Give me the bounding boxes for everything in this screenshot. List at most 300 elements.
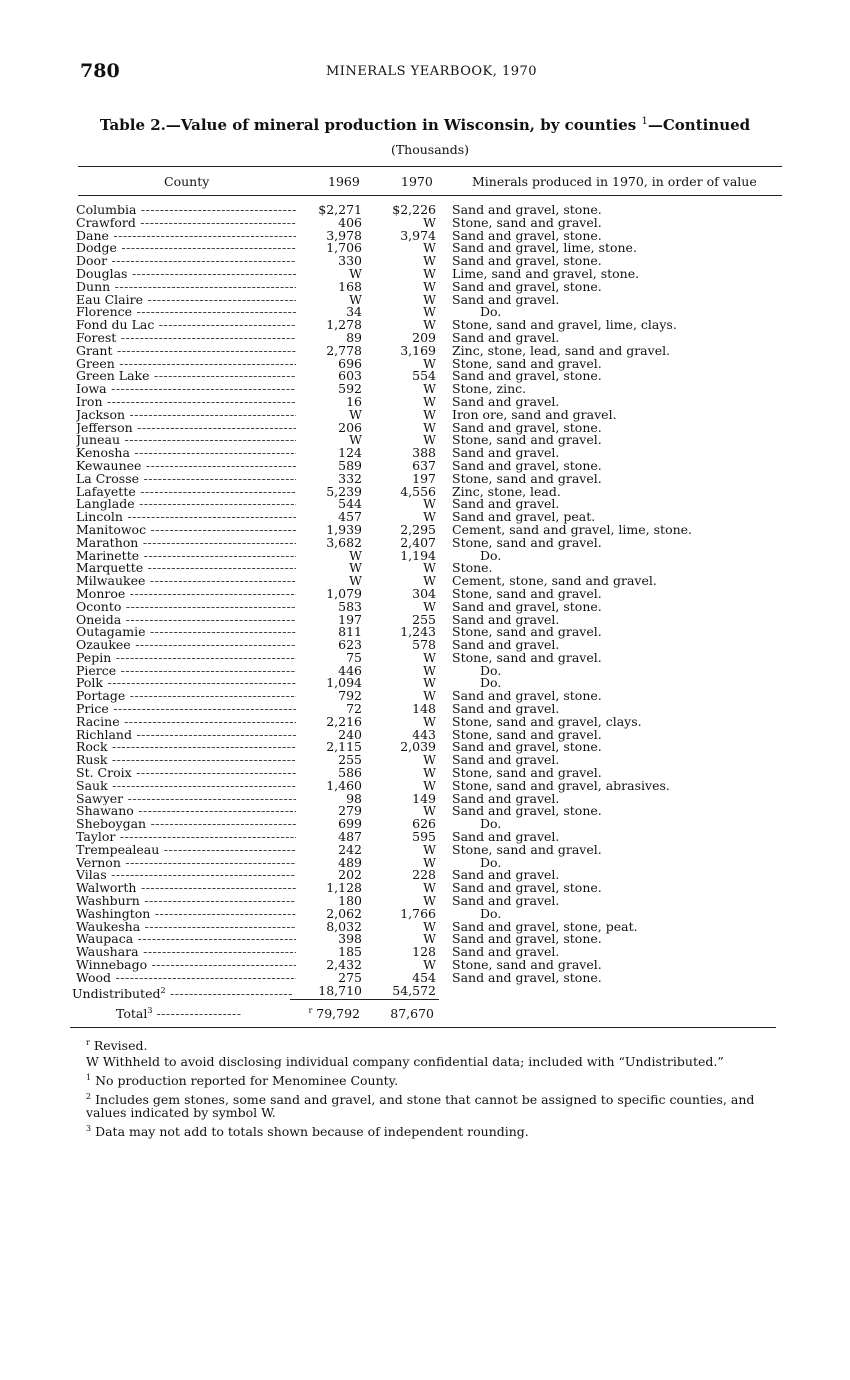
value-1970: W: [423, 918, 436, 934]
county-name-text: St. Croix: [76, 767, 132, 780]
value-1970: 578: [412, 637, 436, 653]
county-name: [76, 281, 296, 294]
value-1970: W: [423, 419, 436, 435]
value-1970: 4,556: [400, 483, 436, 499]
value-1969: 446: [338, 662, 362, 678]
header-bottom-rule: [78, 195, 782, 196]
county-name: [76, 601, 296, 614]
minerals-produced: Sand and gravel, stone.: [452, 457, 602, 473]
value-1970: W: [423, 752, 436, 768]
county-name-text: Ozaukee: [76, 639, 131, 652]
county-name: [76, 230, 296, 243]
value-1969: 1,079: [326, 585, 362, 601]
county-name-text: Vernon: [76, 856, 121, 870]
value-1969: 202: [338, 867, 362, 883]
county-name: [76, 959, 296, 972]
minerals-produced: Iron ore, sand and gravel.: [452, 406, 617, 422]
value-1970: W: [423, 406, 436, 422]
value-1970: 1,766: [400, 905, 436, 921]
value-1969: 586: [338, 765, 362, 781]
value-1970: 3,169: [400, 342, 436, 358]
value-1970: W: [423, 649, 436, 665]
county-name: [76, 665, 296, 678]
value-1970: W: [423, 496, 436, 512]
footnotes: [86, 1036, 786, 1142]
value-1970: W: [423, 509, 436, 525]
county-name-text: Jefferson: [76, 421, 133, 435]
value-1970: 128: [412, 944, 436, 960]
minerals-produced: Stone, sand and gravel, clays.: [452, 713, 642, 729]
county-name-text: Grant: [76, 344, 113, 358]
county-name: [76, 869, 296, 882]
minerals-produced: Zinc, stone, lead.: [452, 483, 561, 499]
value-1969: 2,115: [326, 739, 362, 755]
value-1970: 388: [412, 445, 436, 461]
minerals-produced: Stone, sand and gravel.: [452, 624, 602, 640]
county-name: [76, 460, 296, 473]
value-1970: 1,243: [400, 624, 436, 640]
county-name: [76, 703, 296, 716]
value-1969: 1,939: [326, 521, 362, 537]
minerals-produced: Sand and gravel.: [452, 329, 560, 345]
minerals-produced: Stone, sand and gravel.: [452, 585, 602, 601]
value-1970: W: [423, 573, 436, 589]
value-1969: W: [349, 560, 362, 576]
county-name: [76, 921, 296, 934]
value-1969: 592: [338, 381, 362, 397]
county-name: [76, 537, 296, 550]
value-1969: 279: [338, 803, 362, 819]
minerals-produced: Sand and gravel.: [452, 752, 560, 768]
table-title-text: Table 2.—Value of mineral production in Wisconsin, by counties: [99, 116, 637, 134]
county-name-text: Washburn: [76, 895, 140, 908]
minerals-produced: Sand and gravel, stone.: [452, 803, 602, 819]
minerals-produced: Stone, sand and gravel.: [452, 765, 602, 781]
minerals-produced: Sand and gravel.: [452, 701, 560, 717]
value-1969: 34: [346, 304, 362, 320]
minerals-produced: Sand and gravel, stone.: [452, 227, 602, 243]
running-head: MINERALS YEARBOOK, 1970: [326, 64, 538, 79]
value-1970: 2,295: [400, 521, 436, 537]
value-1970: 148: [412, 701, 436, 717]
county-name-text: Outagamie: [76, 626, 146, 640]
county-name: [76, 741, 296, 754]
county-name-text: Waushara: [76, 946, 139, 960]
value-1969: 1,706: [326, 240, 362, 256]
county-name-text: Marathon: [76, 536, 139, 550]
minerals-produced: Sand and gravel, stone.: [452, 688, 602, 704]
county-name-text: Trempealeau: [76, 843, 160, 857]
total-leader: ------------------: [156, 1006, 242, 1022]
county-name: [76, 447, 296, 460]
minerals-produced: Sand and gravel, peat.: [452, 509, 596, 525]
value-1970: 3,974: [400, 227, 436, 243]
total-1969: [308, 1006, 360, 1021]
minerals-produced: Sand and gravel, stone, peat.: [452, 918, 638, 934]
value-1969: 18,710: [318, 982, 362, 998]
value-1969: 811: [338, 624, 362, 640]
value-1969: 583: [338, 598, 362, 614]
value-1970: W: [423, 777, 436, 793]
county-name: [76, 652, 296, 665]
minerals-produced: Stone, sand and gravel.: [452, 470, 602, 486]
county-name: [76, 396, 296, 409]
value-1969: W: [349, 291, 362, 307]
value-1970: W: [423, 662, 436, 678]
county-name: [76, 677, 296, 690]
value-1970: 637: [412, 457, 436, 473]
value-1970: 595: [412, 829, 436, 845]
value-1970: W: [423, 957, 436, 973]
minerals-produced: Stone, sand and gravel, abrasives.: [452, 777, 670, 793]
footnote-mark: 3: [86, 1124, 92, 1134]
value-1969: 2,216: [326, 713, 362, 729]
county-name-text: Marinette: [76, 549, 140, 563]
footnote-mark: W: [86, 1054, 99, 1070]
county-name-text: Oconto: [76, 600, 122, 614]
minerals-produced: Sand and gravel, stone.: [452, 253, 602, 269]
value-1970: W: [423, 265, 436, 281]
value-1969: 197: [338, 611, 362, 627]
minerals-produced: Sand and gravel, stone.: [452, 419, 602, 435]
county-name-text: Washington: [76, 907, 151, 921]
value-1970: 149: [412, 790, 436, 806]
value-1969: 98: [346, 790, 362, 806]
total-label: [116, 1006, 241, 1021]
county-name: [76, 818, 296, 831]
value-1969: 72: [346, 701, 362, 717]
county-name-text: Dunn: [76, 280, 111, 294]
county-name-text: Shawano: [76, 805, 134, 819]
county-name-text: Wood: [76, 971, 112, 985]
value-1969: 398: [338, 931, 362, 947]
minerals-produced: Stone, sand and gravel.: [452, 534, 602, 550]
county-name: [76, 370, 296, 383]
county-name: [76, 242, 296, 255]
county-name-text: Monroe: [76, 587, 126, 601]
footnote-text: No production reported for Menominee County.: [95, 1073, 399, 1089]
county-name-text: Iowa: [76, 383, 107, 396]
county-name: [76, 805, 296, 818]
value-1970: W: [423, 675, 436, 691]
county-name: [76, 550, 296, 563]
value-1970: 54,572: [392, 982, 436, 998]
minerals-produced: Do.: [480, 547, 502, 563]
column-header-1970: 1970: [401, 174, 433, 189]
total-1969-value: 79,792: [316, 1006, 360, 1022]
value-1970: W: [423, 214, 436, 230]
value-1969: 185: [338, 944, 362, 960]
value-1970: W: [423, 355, 436, 371]
value-1970: W: [423, 560, 436, 576]
county-name-text: Oneida: [76, 613, 122, 627]
value-1969: W: [349, 432, 362, 448]
table-body: [0, 202, 850, 1001]
county-name: [76, 908, 296, 921]
county-name-text: Fond du Lac: [76, 319, 155, 332]
value-1969: 623: [338, 637, 362, 653]
county-name: [76, 473, 296, 486]
minerals-produced: Stone, sand and gravel.: [452, 432, 602, 448]
county-name: [76, 690, 296, 703]
county-name-text: Manitowoc: [76, 523, 147, 537]
column-header-1969: 1969: [328, 174, 360, 189]
county-name: [72, 985, 292, 1001]
county-name: [76, 857, 296, 870]
county-name: [76, 217, 296, 230]
value-1969: 544: [338, 496, 362, 512]
value-1969: 1,278: [326, 317, 362, 333]
value-1970: W: [423, 765, 436, 781]
minerals-produced: Stone, sand and gravel, lime, clays.: [452, 317, 677, 333]
county-name: [76, 831, 296, 844]
value-1970: W: [423, 317, 436, 333]
value-1969: 589: [338, 457, 362, 473]
minerals-produced: Sand and gravel.: [452, 829, 560, 845]
value-1969: 124: [338, 445, 362, 461]
county-name: [76, 383, 296, 396]
value-1970: 2,407: [400, 534, 436, 550]
value-1969: 699: [338, 816, 362, 832]
minerals-produced: Stone, sand and gravel.: [452, 649, 602, 665]
county-name-text: Door: [76, 255, 108, 268]
minerals-produced: Do.: [480, 816, 502, 832]
minerals-produced: Do.: [480, 675, 502, 691]
value-1970: W: [423, 278, 436, 294]
county-name-text: Juneau: [76, 434, 121, 448]
value-1969: 8,032: [326, 918, 362, 934]
value-1970: W: [423, 381, 436, 397]
header-top-rule: [78, 166, 782, 167]
county-name-text: Rock: [76, 741, 108, 755]
value-1970: W: [423, 432, 436, 448]
value-1970: W: [423, 854, 436, 870]
county-name-text: Racine: [76, 715, 120, 729]
value-1970: 228: [412, 867, 436, 883]
county-name-text: Rusk: [76, 754, 108, 768]
value-1969: $2,271: [318, 202, 362, 217]
county-name-text: Taylor: [76, 831, 116, 844]
value-1970: 454: [412, 969, 436, 985]
county-name: [76, 716, 296, 729]
county-name: [76, 793, 296, 806]
table-title-suffix: —Continued: [647, 116, 751, 134]
value-1970: W: [423, 841, 436, 857]
value-1970: $2,226: [392, 202, 436, 217]
footnote-text: Data may not add to totals shown because of independent rounding.: [95, 1124, 529, 1140]
county-name-text: Eau Claire: [76, 293, 143, 307]
minerals-produced: Sand and gravel.: [452, 867, 560, 883]
county-name-text: Sawyer: [76, 792, 124, 806]
county-name: [76, 511, 296, 524]
minerals-produced: Sand and gravel.: [452, 893, 560, 909]
county-name-text: Green Lake: [76, 370, 150, 384]
value-1969: 180: [338, 893, 362, 909]
value-1969: 696: [338, 355, 362, 371]
minerals-produced: Sand and gravel, stone.: [452, 598, 602, 614]
county-name-text: Price: [76, 703, 109, 716]
county-name: [76, 614, 296, 627]
county-name-text: Vilas: [76, 869, 107, 883]
county-name: [76, 332, 296, 345]
minerals-produced: Sand and gravel, stone.: [452, 739, 602, 755]
value-1969: 168: [338, 278, 362, 294]
total-footnote-mark: 3: [147, 1006, 153, 1015]
total-rule: [290, 999, 439, 1000]
minerals-produced: Do.: [480, 662, 502, 678]
county-name-text: Lincoln: [76, 511, 123, 524]
table-bottom-rule: [70, 1027, 776, 1028]
value-1969: 3,978: [326, 227, 362, 243]
value-1970: 443: [412, 726, 436, 742]
value-1969: W: [349, 547, 362, 563]
county-name-text: Sauk: [76, 779, 108, 793]
county-name: [76, 933, 296, 946]
value-1969: W: [349, 265, 362, 281]
county-name: [76, 882, 296, 895]
value-1969: 75: [346, 649, 362, 665]
value-1969: 3,682: [326, 534, 362, 550]
minerals-produced: Cement, stone, sand and gravel.: [452, 573, 657, 589]
footnote-mark: 2: [86, 1092, 92, 1102]
minerals-produced: Do.: [480, 304, 502, 320]
county-name: [76, 255, 296, 268]
county-name: [76, 844, 296, 857]
minerals-produced: Sand and gravel, stone.: [452, 202, 602, 217]
value-1969: 240: [338, 726, 362, 742]
value-1969: 5,239: [326, 483, 362, 499]
county-name-text: Waupaca: [76, 933, 134, 947]
value-1969: 275: [338, 969, 362, 985]
county-name: [76, 498, 296, 511]
column-header-minerals: Minerals produced in 1970, in order of value: [472, 174, 757, 189]
value-1969: 2,778: [326, 342, 362, 358]
minerals-produced: Sand and gravel.: [452, 944, 560, 960]
county-name-text: Portage: [76, 690, 126, 704]
county-name-text: Polk: [76, 677, 104, 691]
page-number: 780: [80, 60, 120, 82]
minerals-produced: Sand and gravel.: [452, 445, 560, 461]
minerals-produced: Cement, sand and gravel, lime, stone.: [452, 521, 693, 537]
county-name: [76, 562, 296, 575]
minerals-produced: Sand and gravel, stone.: [452, 931, 602, 947]
county-name: [76, 434, 296, 447]
minerals-produced: Sand and gravel.: [452, 611, 560, 627]
county-name-text: Winnebago: [76, 959, 148, 972]
county-name-text: Florence: [76, 306, 133, 320]
value-1970: W: [423, 893, 436, 909]
county-name: [76, 306, 296, 319]
value-1969: 2,432: [326, 957, 362, 973]
value-1970: W: [423, 688, 436, 704]
table-units: (Thousands): [390, 142, 470, 157]
county-name-text: Dodge: [76, 242, 117, 256]
county-name: [76, 588, 296, 601]
minerals-produced: Sand and gravel, lime, stone.: [452, 240, 637, 256]
county-name: [76, 358, 296, 371]
county-name-text: Undistributed: [72, 985, 161, 1001]
value-1969: 332: [338, 470, 362, 486]
minerals-produced: Lime, sand and gravel, stone.: [452, 265, 640, 281]
county-name: [76, 486, 296, 499]
total-1969-revised-mark: r: [308, 1006, 313, 1015]
minerals-produced: Do.: [480, 905, 502, 921]
value-1969: 255: [338, 752, 362, 768]
value-1969: 603: [338, 368, 362, 384]
county-footnote-mark: 2: [160, 985, 166, 995]
value-1969: 487: [338, 829, 362, 845]
footnote: [72, 1090, 786, 1119]
value-1969: 206: [338, 419, 362, 435]
value-1970: W: [423, 304, 436, 320]
footnote-text: Includes gem stones, some sand and gravel, and stone that cannot be assigned to specific counties, and values indicated by symbol W.: [86, 1092, 755, 1121]
county-name: [76, 972, 296, 985]
total-1970: 87,670: [390, 1006, 434, 1021]
value-1970: W: [423, 598, 436, 614]
county-name-text: Pepin: [76, 651, 112, 665]
value-1969: 89: [346, 329, 362, 345]
value-1970: W: [423, 253, 436, 269]
minerals-produced: Stone, sand and gravel.: [452, 957, 602, 973]
county-name-text: Kewaunee: [76, 459, 142, 473]
county-name-text: Green: [76, 357, 115, 371]
county-name: [76, 345, 296, 358]
minerals-produced: Sand and gravel.: [452, 291, 560, 307]
county-name-text: Jackson: [76, 408, 126, 422]
value-1969: 1,094: [326, 675, 362, 691]
footnote-text: Revised.: [93, 1038, 148, 1054]
county-name: [76, 626, 296, 639]
value-1970: W: [423, 880, 436, 896]
county-name: [76, 204, 296, 217]
footnote-mark: r: [86, 1038, 90, 1047]
value-1970: W: [423, 713, 436, 729]
county-name-text: Forest: [76, 331, 117, 345]
county-name: [76, 729, 296, 742]
footnote: [86, 1036, 786, 1052]
county-name-text: Milwaukee: [76, 575, 146, 588]
county-name: [76, 268, 296, 281]
county-name: [76, 319, 296, 332]
county-name: [76, 294, 296, 307]
minerals-produced: Sand and gravel.: [452, 393, 560, 409]
minerals-produced: Sand and gravel, stone.: [452, 880, 602, 896]
footnote-text: Withheld to avoid disclosing individual company confidential data; included with “Undistributed.”: [102, 1054, 724, 1070]
value-1969: 16: [346, 393, 362, 409]
county-name: [76, 895, 296, 908]
minerals-produced: Stone, zinc.: [452, 381, 527, 397]
county-name-text: Waukesha: [76, 920, 141, 934]
minerals-produced: Sand and gravel.: [452, 496, 560, 512]
county-name-text: Marquette: [76, 562, 144, 576]
county-name-text: Langlade: [76, 498, 135, 512]
value-1970: 554: [412, 368, 436, 384]
total-label-text: Total: [116, 1006, 148, 1022]
value-1970: 197: [412, 470, 436, 486]
county-name: [76, 767, 296, 780]
county-name: [76, 639, 296, 652]
county-name-text: Douglas: [76, 267, 128, 281]
county-name: [76, 422, 296, 435]
table-title-footnote-mark: 1: [641, 116, 648, 127]
footnote: [86, 1055, 786, 1068]
value-1970: 304: [412, 585, 436, 601]
footnote: [86, 1071, 786, 1087]
county-name-text: Pierce: [76, 664, 117, 678]
value-1970: 1,194: [400, 547, 436, 563]
table-row: [0, 982, 850, 1001]
minerals-produced: Zinc, stone, lead, sand and gravel.: [452, 342, 671, 358]
